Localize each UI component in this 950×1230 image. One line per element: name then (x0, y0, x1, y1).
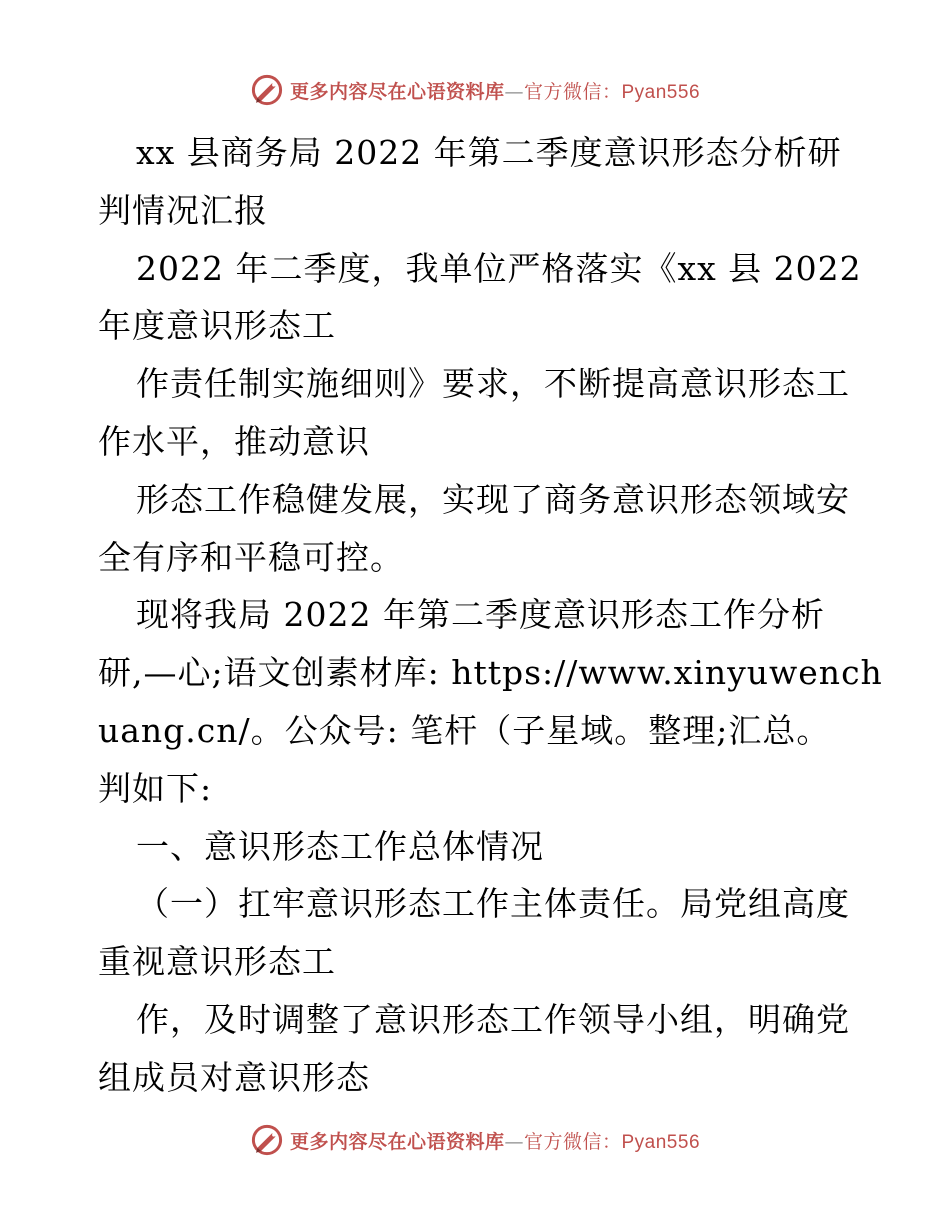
banner-main-text: 更多内容尽在心语资料库 (289, 1130, 505, 1153)
doc-line: 作责任制实施细则》要求，不断提高意识形态工 (136, 364, 850, 404)
header-banner (0, 70, 950, 110)
banner-main-text: 更多内容尽在心语资料库 (289, 80, 505, 103)
doc-line: 组成员对意识形态 (98, 1057, 370, 1097)
banner-dash: — (504, 1130, 524, 1153)
doc-line: 判如下: (98, 768, 213, 808)
doc-line: 研,—心;语文创素材库: https://www.xinyuwench (98, 653, 883, 693)
doc-line: uang.cn/。公众号: 笔杆（子星域。整理;汇总。 (98, 710, 831, 750)
banner-dash: — (504, 80, 524, 103)
pen-circle-logo-icon (250, 73, 284, 107)
doc-line: xx 县商务局 2022 年第二季度意识形态分析研 (136, 133, 842, 172)
doc-line: 重视意识形态工 (98, 942, 336, 982)
banner-wechat-label: 官方微信： (523, 1130, 622, 1153)
doc-line: 全有序和平稳可控。 (98, 537, 404, 577)
banner-wechat-id: Pyan556 (621, 1131, 701, 1153)
doc-line: 判情况汇报 (98, 190, 268, 230)
footer-banner (0, 1120, 950, 1160)
doc-line: 作水平，推动意识 (98, 421, 370, 461)
banner-wechat-label: 官方微信： (523, 80, 622, 103)
doc-line: 现将我局 2022 年第二季度意识形态工作分析 (136, 595, 825, 635)
doc-line: （一）扛牢意识形态工作主体责任。局党组高度 (136, 884, 850, 924)
doc-line: 一、意识形态工作总体情况 (136, 826, 544, 866)
banner-text (290, 77, 700, 104)
doc-line: 年度意识形态工 (98, 306, 336, 346)
document-body (98, 124, 883, 1107)
banner-wechat-id: Pyan556 (621, 81, 701, 103)
doc-line: 形态工作稳健发展，实现了商务意识形态领域安 (136, 479, 850, 519)
doc-line: 作，及时调整了意识形态工作领导小组，明确党 (136, 999, 850, 1039)
pen-circle-logo-icon (250, 1123, 284, 1157)
doc-line: 2022 年二季度，我单位严格落实《xx 县 2022 (136, 248, 862, 288)
banner-text (290, 1127, 700, 1154)
